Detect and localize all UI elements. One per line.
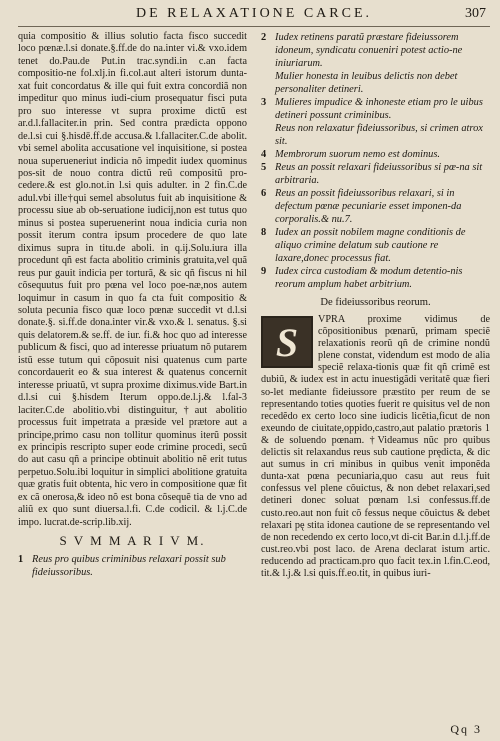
summary-number	[261, 70, 275, 96]
summary-text: Reus an possit relaxari fideiussoribus si pœ-na sit arbitraria.	[275, 162, 483, 186]
left-body-paragraph: quia compositio & illius solutio facta fisco succedit loco pœnæ.l.si donate.§.ff.de do na.inter vi.& vxo.idem tenet do.Pau.de Put.in trac.syndi.in c.an facta compositio-ne fol.xlj.in fi.col.aut alteri istorum dunta-xat fuit concordatus & ille qui fuit extra concordiã non impeditur quo minus iudi-cium prosequatur fisci puta pro suo interesse vt supra proxime dictũ est ar.d.l.fallaciter.in prin. Sed contra prædicta oppono de.l.si cui §.hisdē.ff.de accusa.& l.fallaciter.C.de abolit. vbi semel abolita accusatione vel inquisitione, si postea noua superueneriut indicia nõ impedit iudex quominus pos-sit de nouo contra dictũ reũ compositũ pro-cedere.& est glo.not.in l.si quis adulter. in 2 fin.C.de adul.vbi ille†qui semel absolutus fuit ab inquisitione & processu siue ab ob-seruatione iudicij,non est tutus quo minus si postea superuenerint noua indicia curia non possit iterum contra ipsum procedere de quo late diximus supra in titu.de aboli. in q.ij.Solu.iura illa procedunt qñ est facta abolitio criminis gratuita,vel quã reus pur gauit indicia per torturã, & sic qñ fiscus ni hil cõsequutus fuit pro pœna vel loco poe-næ,nos autem loquimur in casum in quo fa cta fuit compositio & soluta pecunia fisco quæ loco pœnæ succedit vt d.l.si donate.§. si.ff.de dona.inter vir.& vxo.& l. senatus. §.si quis delatorem.& se.ff. de iur. fi.& hoc quo ad interesse publicum & fisci, quo ad interesse priuatum nõ putarem istũ esse tutum qui cõposuit nisi quatenus cum parte concordauerit eo & sua interest & quatenus concernit interesse priuatũ, vt supra proxime diximus.vide Bart.in d.l.si cui §.hisdem Iterum oppo.de.l.j.& l.fal-3 laciter.C.de abolitio.vbi distinguitur,†aut abolitio processus fuit impetrata a præside vel prætore aut a principe,primo casu non tollitur quominus iterũ possit ex principis rescripto super eode crimine procedi, secũ do aut casu qñ a principe obtinuit abolitio nẽ erit tutus perpetuo.Solu.ibi loquitur in simplici abolitione gratuita quæ gratis fuit obtenta, hic vero in compositione quæ fit ex cã onerosa,& ideo nõ est bona cõsequẽ tia de vno ad aliũ ex quo sunt diuersa.l.fi. C.de codicil. & l.j.C.de impo. lucrat.de-scrip.lib.xij.	[18, 31, 247, 528]
section-body	[261, 314, 490, 580]
signature-mark: Qq 3	[450, 722, 482, 736]
summary-item-4	[261, 148, 490, 161]
summary-text: Iudex circa custodiam & modum detentio-nis reorum amplum habet arbitrium.	[275, 266, 463, 290]
section-heading: De fideiussoribus reorum.	[320, 297, 431, 308]
summary-number: 8	[261, 227, 267, 238]
page-number: 307	[465, 6, 486, 21]
summary-item-3	[261, 96, 490, 122]
summary-number: 5	[261, 162, 267, 173]
summary-number: 1	[18, 554, 24, 566]
summary-number: 3	[261, 97, 267, 108]
summary-item-9	[261, 265, 490, 291]
summary-number: 6	[261, 188, 267, 199]
summary-text: Reus pro quibus criminibus relaxari possit sub fideiussoribus.	[32, 554, 226, 579]
decorated-initial	[261, 316, 313, 368]
summary-number: 4	[261, 149, 267, 160]
summary-number: 9	[261, 266, 267, 277]
summary-number	[261, 122, 275, 148]
initial-letter: S	[275, 319, 299, 365]
summary-number: 2	[261, 32, 267, 43]
summary-text: Reus an possit fideiussoribus relaxari, si in defectum pœnæ pecuniarie esset imponen-da corporalis.& nu.7.	[275, 188, 462, 225]
summary-text: Iudex retinens paratũ præstare fideiussorem idoneum, syndicatu conueniri potest actio-ne iniuriarum.	[275, 32, 463, 69]
summary-text: Iudex an possit nobilem magne conditionis de aliquo crimine delatum sub cautione re laxare,donec processus fiat.	[275, 227, 466, 264]
running-title: DE RELAXATIONE CARCE.	[135, 6, 373, 21]
summary-item-8	[261, 226, 490, 265]
summary-text: Mulieres impudice & inhoneste etiam pro le uibus detineri possunt criminibus.	[275, 97, 483, 121]
summary-text: Reus non relaxatur fideiussoribus, si crimen atrox sit.	[275, 123, 483, 147]
summary-item-5	[261, 161, 490, 187]
running-head	[18, 6, 490, 27]
summary-item-6	[261, 187, 490, 226]
summarium-heading: S V M M A R I V M.	[59, 533, 206, 549]
summary-item-unnumbered-b	[261, 122, 490, 148]
right-body-paragraph: VPRA proxime vidimus de cõpositionibus pœnarũ, primam speciẽ relaxationis reorũ qñ de crimine nondũ plene constat, videndum est modo de alia speciẽ relaxa-tionis quæ fit qñ crimẽ est dubiũ, & iudex est in actu inuestigãdi veritatẽ quæ fieri so-let mediante fideiussore præstito per reum de se representando toties quoties fuerit re quisitus vel de non recedẽdo ex certo loco sine iudicis licẽtia,ficut de non exeundo de ciuitate,oppido,castro,aut palatio prætoris 1 & de soluendo pœnam. †Videamus nũc pro quibus delictis sit relaxandus reus sub cautione prędicta, & dic aut sumus in cri minibus in quibus venit imponẽda dunta-xat pœna pecuniaria,quo casu aut reus fuit confessus vel plene cõuictus, & non debet relaxari,sed detineri donec soluat pœnam l.si confessus.ff.de custo.reo.aut non fuit cõ fessus neque cõuictus & debet relaxari pę stita idonea cautione de se representando vel de non recedendo ex certo loco,vt di-cit Bar.in d.l.j.ff.de cust.reo.vbi post laco. de Arena declarat istum artic. reducendo ad practicam.pro quo facit tex.in l.fin.C.eod, tit.& l.j.& l.si quis.ff.eo.tit, in quibus iuri-	[261, 314, 490, 579]
summary-item-2	[261, 31, 490, 70]
summary-item-1	[18, 553, 247, 579]
two-column-body	[18, 31, 490, 731]
summary-text: Mulier honesta in leuibus delictis non debet personaliter detineri.	[275, 71, 458, 95]
summary-text: Membrorum suorum nemo est dominus.	[275, 149, 440, 160]
right-column	[261, 31, 490, 731]
left-column	[18, 31, 247, 731]
summary-item-unnumbered-a	[261, 70, 490, 96]
